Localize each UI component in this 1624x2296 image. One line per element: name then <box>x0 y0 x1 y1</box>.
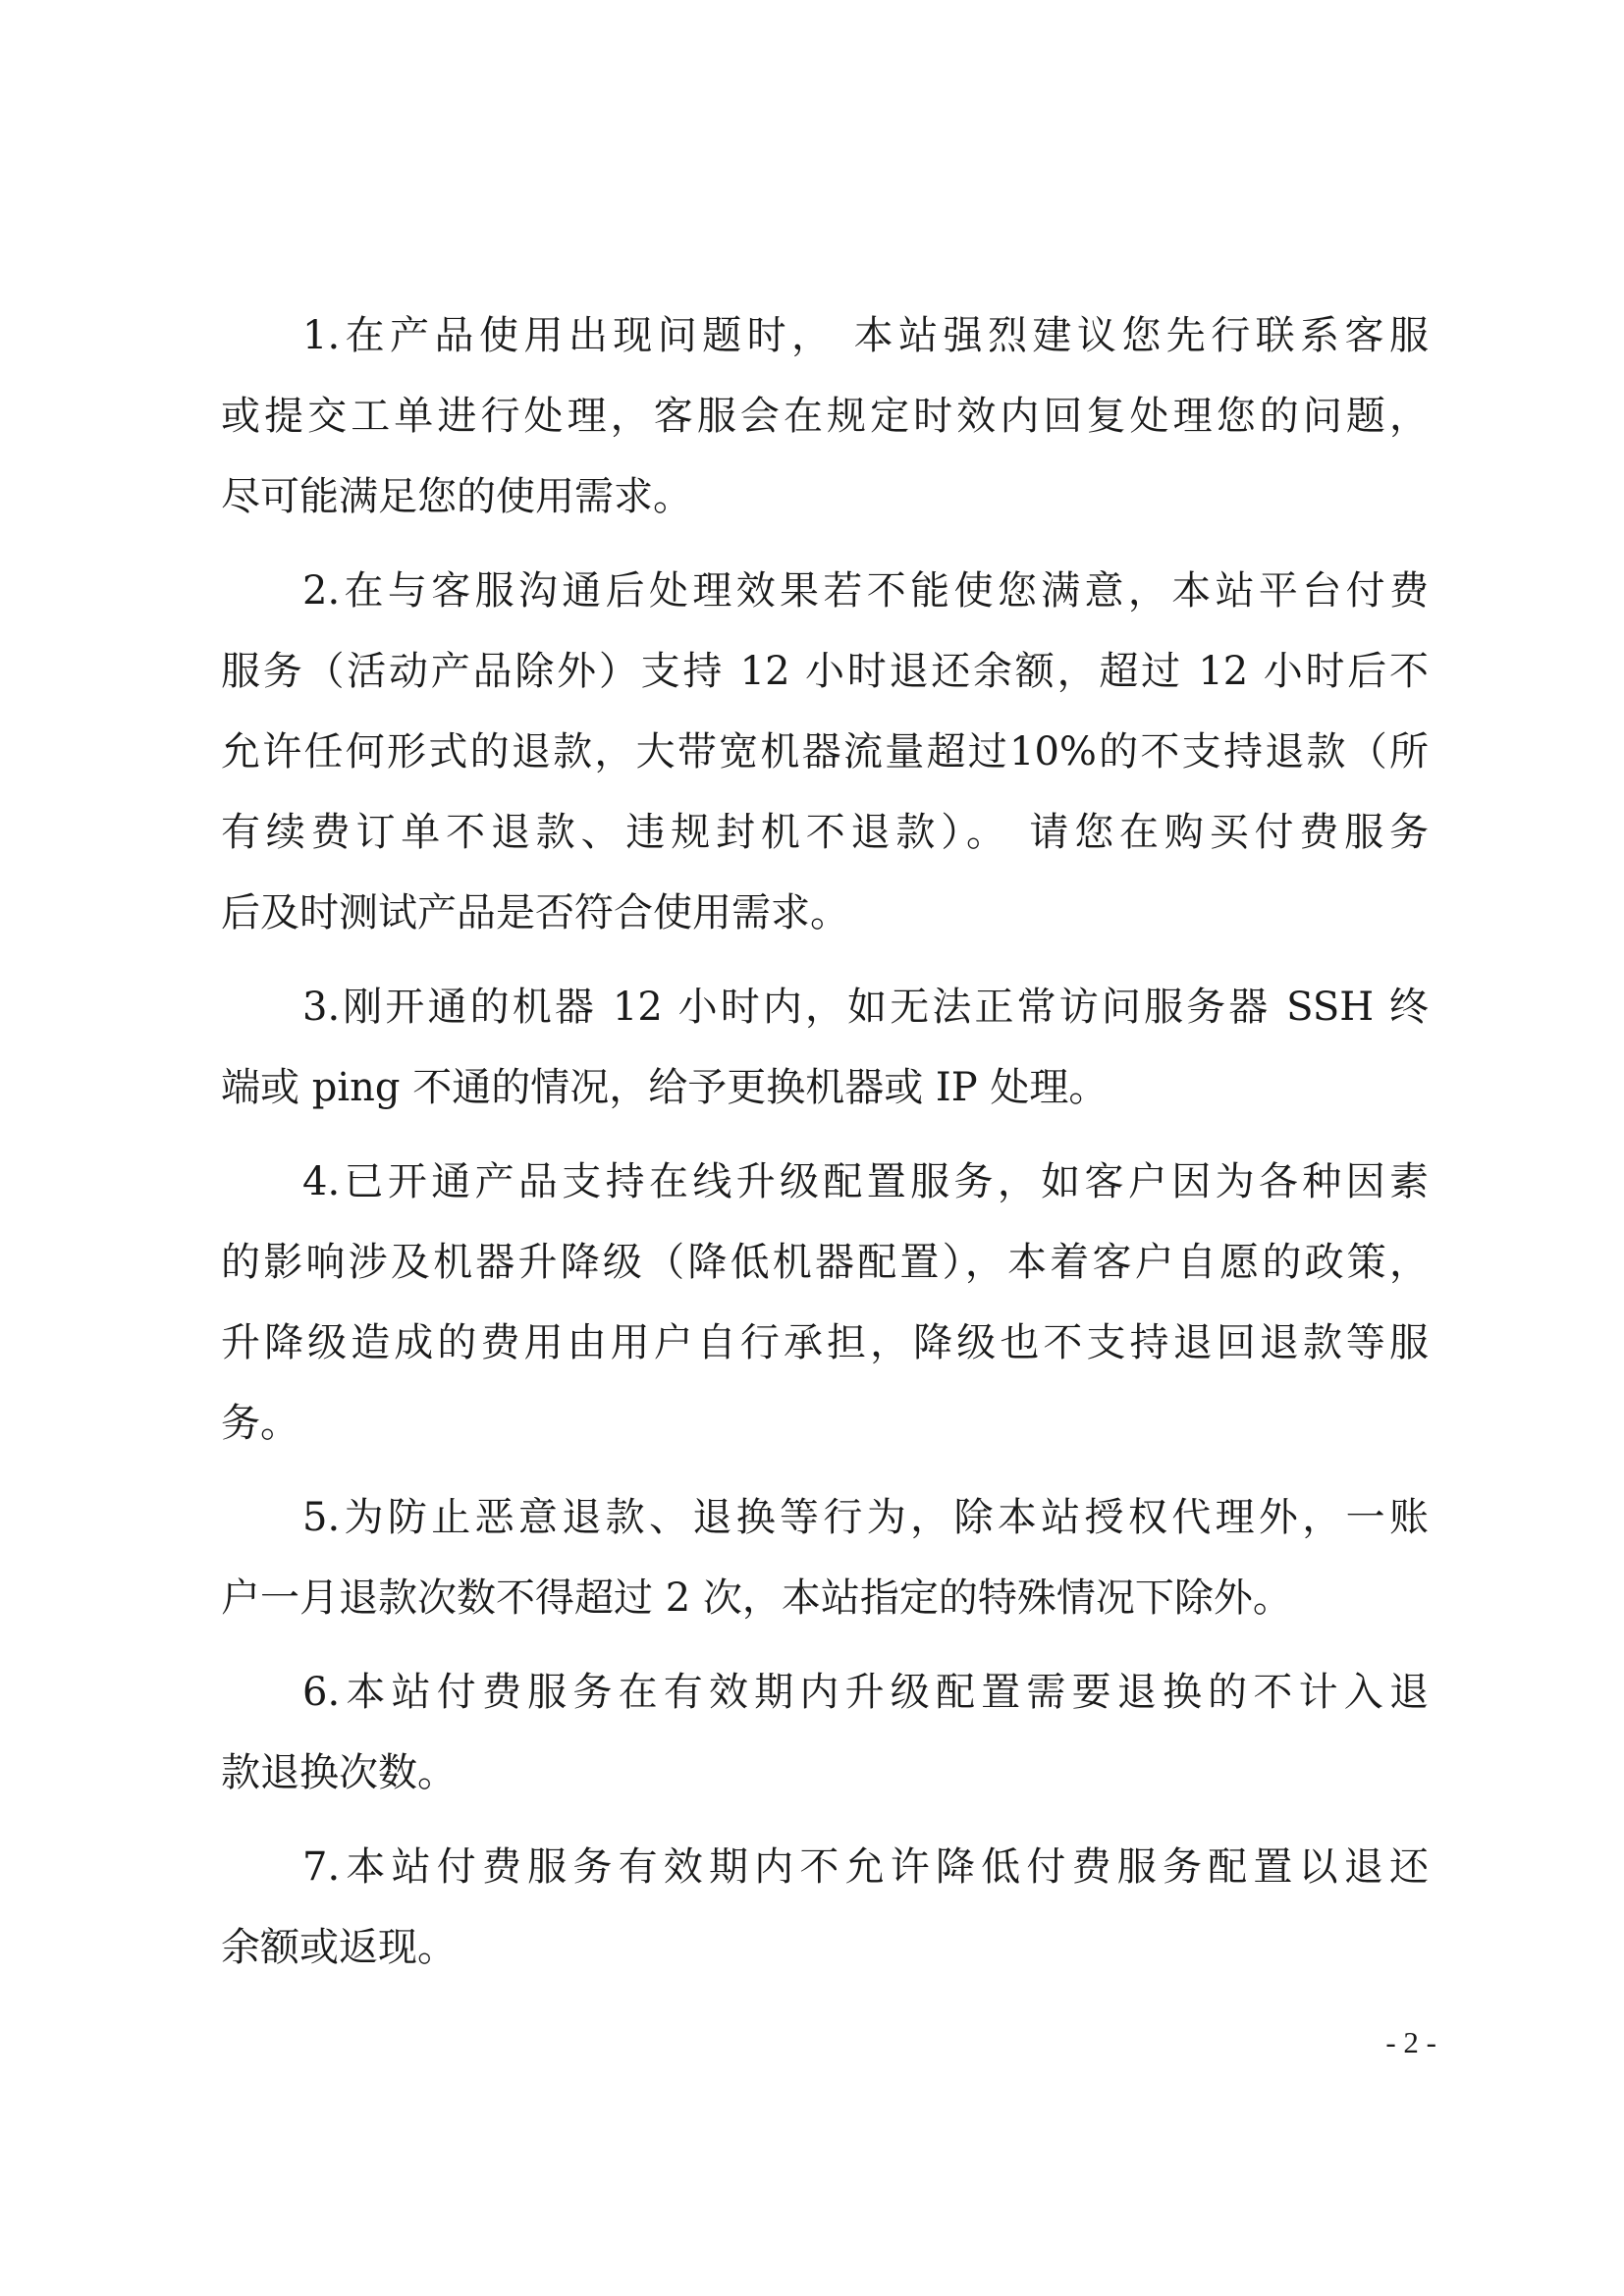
clause-line: 1.在产品使用出现问题时， 本站强烈建议您先行联系客服 <box>302 313 1429 358</box>
clause-line: 2.在与客服沟通后处理效果若不能使您满意，本站平台付费 <box>302 568 1429 614</box>
clause-line: 或提交工单进行处理，客服会在规定时效内回复处理您的问题， <box>221 394 1429 439</box>
clause-7 <box>221 1827 1429 1988</box>
clause-line: 后及时测试产品是否符合使用需求。 <box>221 890 849 935</box>
clause-line: 3.刚开通的机器 12 小时内，如无法正常访问服务器 SSH 终 <box>302 985 1429 1030</box>
clause-line: 尽可能满足您的使用需求。 <box>221 474 692 519</box>
clause-3 <box>221 967 1429 1128</box>
clause-4 <box>221 1142 1429 1464</box>
clause-line: 4.已开通产品支持在线升级配置服务，如客户因为各种因素 <box>302 1159 1429 1204</box>
clause-line: 5.为防止恶意退款、退换等行为，除本站授权代理外，一账 <box>302 1495 1429 1540</box>
clause-1 <box>221 295 1429 537</box>
clause-line: 务。 <box>221 1401 299 1446</box>
clause-5 <box>221 1477 1429 1638</box>
clause-line: 升降级造成的费用由用户自行承担，降级也不支持退回退款等服 <box>221 1320 1429 1365</box>
clause-line: 端或 ping 不通的情况，给予更换机器或 IP 处理。 <box>221 1065 1109 1110</box>
clause-line: 有续费订单不退款、违规封机不退款）。 请您在购买付费服务 <box>221 810 1429 855</box>
clause-6 <box>221 1652 1429 1813</box>
clause-line: 户一月退款次数不得超过 2 次，本站指定的特殊情况下除外。 <box>221 1575 1292 1621</box>
page-number: - 2 - <box>1385 2025 1436 2059</box>
clause-2 <box>221 551 1429 953</box>
document-body <box>221 295 1429 1988</box>
clause-line: 服务（活动产品除外）支持 12 小时退还余额，超过 12 小时后不 <box>221 649 1429 694</box>
clause-line: 款退换次数。 <box>221 1750 457 1795</box>
clause-line: 的影响涉及机器升降级（降低机器配置），本着客户自愿的政策， <box>221 1240 1429 1285</box>
clause-line: 6.本站付费服务在有效期内升级配置需要退换的不计入退 <box>302 1670 1429 1715</box>
clause-line: 余额或返现。 <box>221 1925 457 1970</box>
clause-line: 允许任何形式的退款，大带宽机器流量超过10%的不支持退款（所 <box>221 729 1429 774</box>
clause-line: 7.本站付费服务有效期内不允许降低付费服务配置以退还 <box>302 1844 1429 1890</box>
